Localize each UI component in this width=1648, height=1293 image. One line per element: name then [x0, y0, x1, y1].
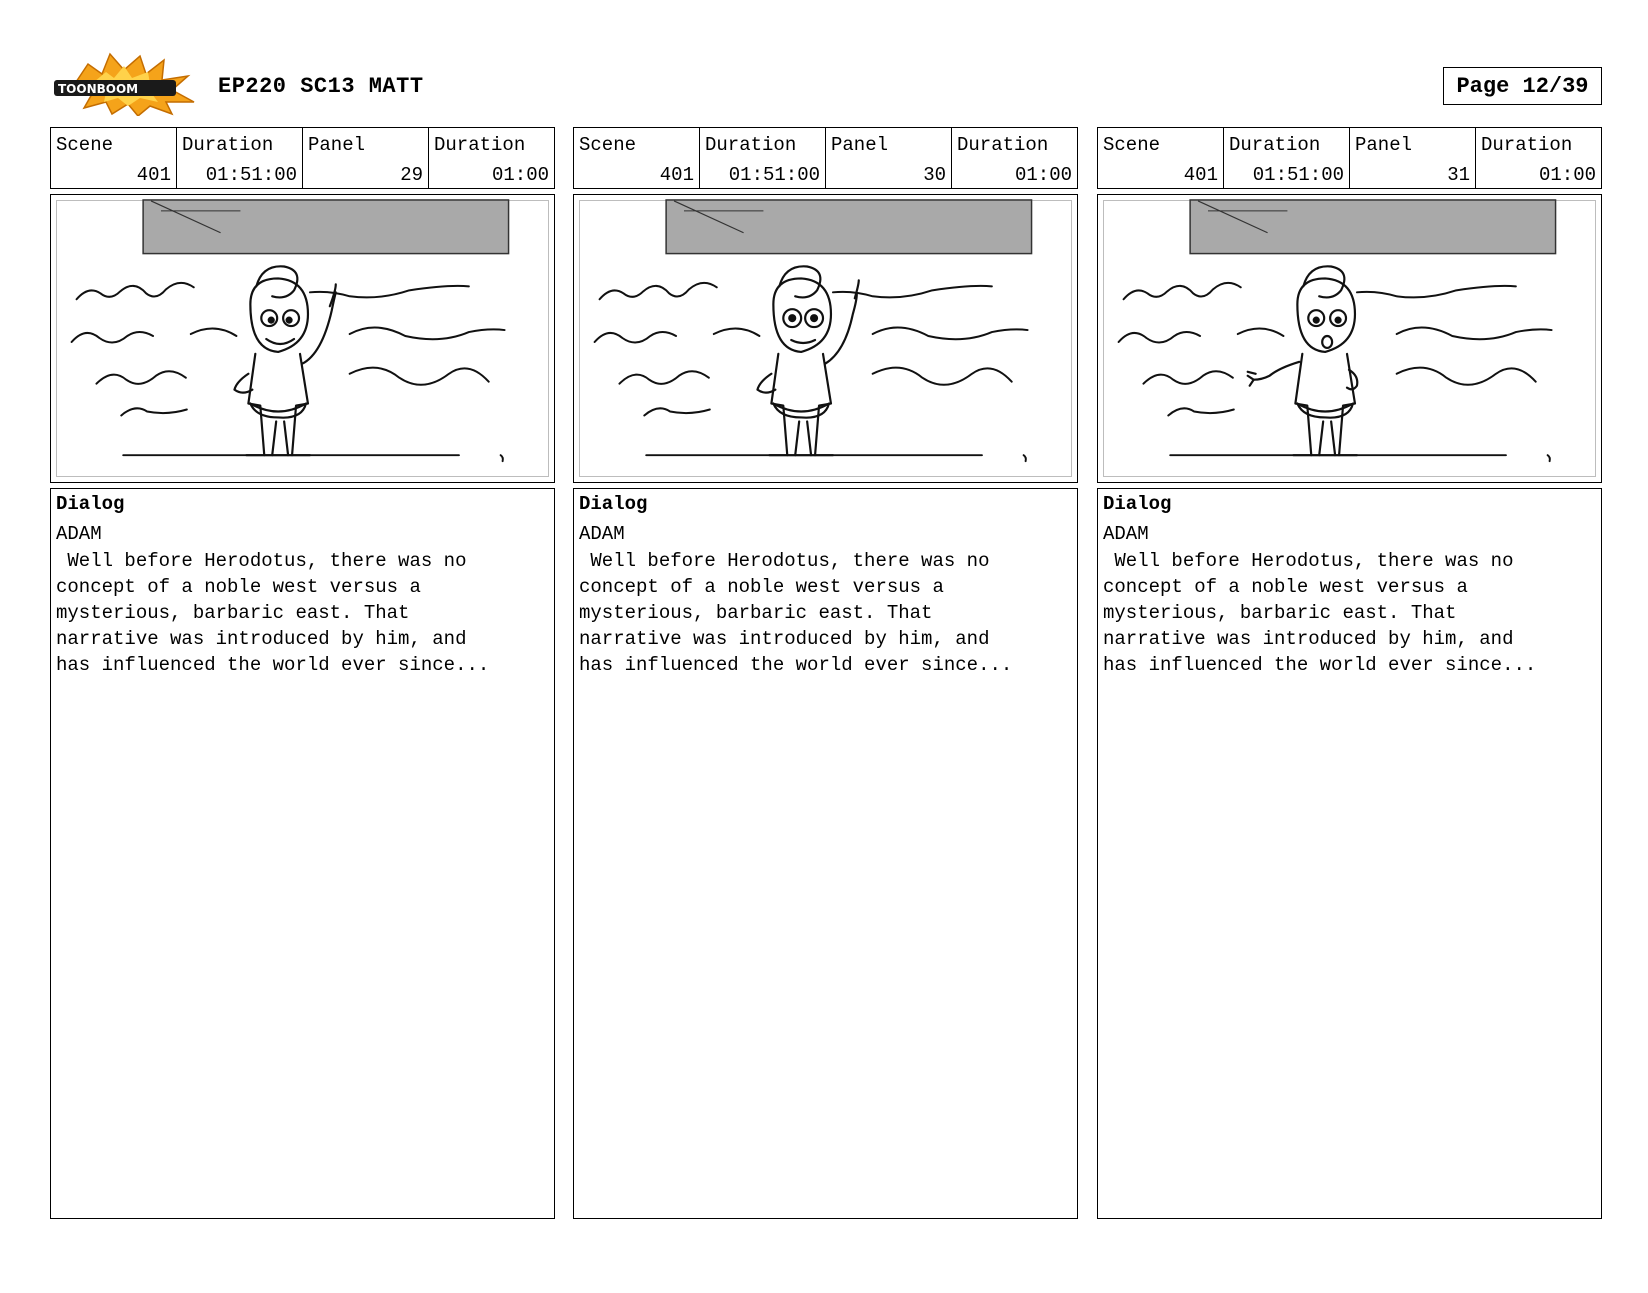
dialog-line: narrative was introduced by him, and — [579, 628, 990, 650]
scene-value: 401 — [659, 164, 694, 186]
scene-label: Scene — [579, 134, 637, 156]
panel-duration-value: 01:00 — [1538, 164, 1596, 186]
dialog-line: mysterious, barbaric east. That — [1103, 602, 1457, 624]
panel-image-frame — [50, 194, 555, 483]
panel-cell — [826, 128, 952, 188]
duration-label: Duration — [1229, 134, 1321, 156]
panel-duration-label: Duration — [957, 134, 1049, 156]
dialog-label: Dialog — [56, 493, 125, 515]
scene-duration-cell — [177, 128, 303, 188]
duration-value: 01:51:00 — [205, 164, 297, 186]
panel-image-frame — [573, 194, 1078, 483]
panel-cell — [1350, 128, 1476, 188]
dialog-label: Dialog — [1103, 493, 1172, 515]
speaker-name: ADAM — [1103, 523, 1149, 545]
dialog-box — [573, 488, 1078, 1219]
dialog-line: Well before Herodotus, there was no — [56, 550, 467, 572]
dialog-line: concept of a noble west versus a — [1103, 576, 1468, 598]
dialog-line: concept of a noble west versus a — [56, 576, 421, 598]
dialog-line: mysterious, barbaric east. That — [56, 602, 410, 624]
sketch-drawing — [1098, 195, 1601, 482]
scene-value: 401 — [1183, 164, 1218, 186]
scene-cell — [1098, 128, 1224, 188]
scene-cell — [51, 128, 177, 188]
speaker-name: ADAM — [56, 523, 102, 545]
dialog-line: narrative was introduced by him, and — [56, 628, 467, 650]
panel-duration-cell — [952, 128, 1077, 188]
panel-value: 30 — [923, 164, 946, 186]
document-title: EP220 SC13 MATT — [218, 74, 424, 99]
scene-cell — [574, 128, 700, 188]
panel-duration-value: 01:00 — [491, 164, 549, 186]
panel-duration-cell — [429, 128, 554, 188]
panel-info-bar — [50, 127, 555, 189]
scene-duration-cell — [1224, 128, 1350, 188]
panel-label: Panel — [1355, 134, 1413, 156]
panel-image-frame — [1097, 194, 1602, 483]
storyboard-panel-3 — [1097, 127, 1602, 1219]
dialog-line: Well before Herodotus, there was no — [579, 550, 990, 572]
duration-value: 01:51:00 — [728, 164, 820, 186]
dialog-box — [1097, 488, 1602, 1219]
logo-wordmark: TOONBOOM — [58, 82, 139, 96]
dialog-line: has influenced the world ever since... — [56, 654, 490, 676]
panel-info-bar — [573, 127, 1078, 189]
scene-label: Scene — [1103, 134, 1161, 156]
dialog-line: mysterious, barbaric east. That — [579, 602, 933, 624]
panel-value: 29 — [400, 164, 423, 186]
storyboard-panel-1 — [50, 127, 555, 1219]
panel-info-bar — [1097, 127, 1602, 189]
panel-label: Panel — [831, 134, 889, 156]
dialog-line: narrative was introduced by him, and — [1103, 628, 1514, 650]
panel-label: Panel — [308, 134, 366, 156]
panel-duration-cell — [1476, 128, 1601, 188]
sketch-drawing — [574, 195, 1077, 482]
page-indicator: Page 12/39 — [1443, 67, 1602, 105]
panel-duration-value: 01:00 — [1014, 164, 1072, 186]
duration-value: 01:51:00 — [1252, 164, 1344, 186]
sketch-drawing — [51, 195, 554, 482]
panel-value: 31 — [1447, 164, 1470, 186]
duration-label: Duration — [182, 134, 274, 156]
panel-cell — [303, 128, 429, 188]
panel-duration-label: Duration — [434, 134, 526, 156]
dialog-line: Well before Herodotus, there was no — [1103, 550, 1514, 572]
toonboom-logo — [54, 52, 196, 116]
scene-label: Scene — [56, 134, 114, 156]
dialog-box — [50, 488, 555, 1219]
scene-value: 401 — [136, 164, 171, 186]
dialog-line: has influenced the world ever since... — [1103, 654, 1537, 676]
storyboard-panel-2 — [573, 127, 1078, 1219]
duration-label: Duration — [705, 134, 797, 156]
dialog-label: Dialog — [579, 493, 648, 515]
dialog-line: has influenced the world ever since... — [579, 654, 1013, 676]
speaker-name: ADAM — [579, 523, 625, 545]
dialog-line: concept of a noble west versus a — [579, 576, 944, 598]
panel-duration-label: Duration — [1481, 134, 1573, 156]
scene-duration-cell — [700, 128, 826, 188]
